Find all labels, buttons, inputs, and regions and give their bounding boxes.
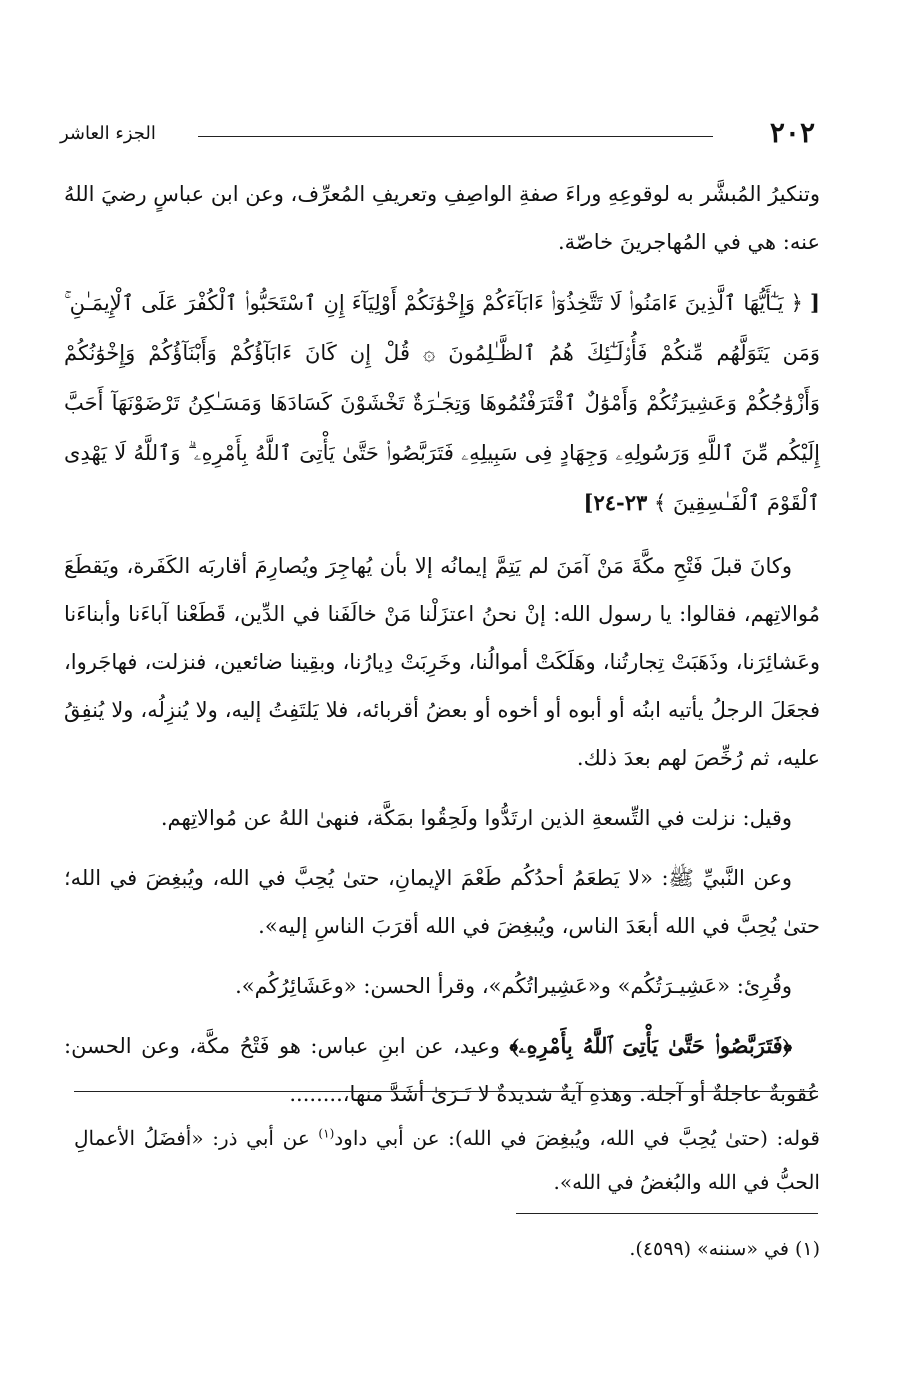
commentary-separator — [74, 1091, 818, 1092]
footnote-marker[interactable]: (١) — [318, 1126, 335, 1141]
quran-verses: ﴿ يَـٰٓأَيُّهَا ٱلَّذِينَ ءَامَنُوا۟ لَا تَتَّخِذُوٓا۟ ءَابَآءَكُمْ وَإِخْوَٰنَكُمْ أَوْلِيَآءَ إِنِ ٱسْتَحَبُّوا۟ ٱلْكُفْرَ عَلَى ٱلْإِيمَـٰنِ ۚ وَمَن يَتَوَلَّهُم مِّنكُمْ فَأُو۟لَـٰٓئِكَ هُمُ ٱلظَّـٰلِمُونَ ۞ قُلْ إِن كَانَ ءَابَآؤُكُمْ وَأَبْنَآؤُكُمْ وَإِخْوَٰنُكُمْ وَأَزْوَٰجُكُمْ وَعَشِيرَتُكُمْ وَأَمْوَٰلٌ ٱقْتَرَفْتُمُوهَا وَتِجَـٰرَةٌ تَخْشَوْنَ كَسَادَهَا وَمَسَـٰكِنُ تَرْضَوْنَهَآ أَحَبَّ إِلَيْكُم مِّنَ ٱللَّهِ وَرَسُولِهِۦ وَجِهَادٍ فِى سَبِيلِهِۦ فَتَرَبَّصُوا۟ حَتَّىٰ يَأْتِىَ ٱللَّهُ بِأَمْرِهِۦ ۗ وَٱللَّهُ لَا يَهْدِى ٱلْقَوْمَ ٱلْفَـٰسِقِينَ ﴾ — [64, 291, 820, 515]
footnote-rule — [516, 1213, 818, 1214]
paragraph-hadith: وعن النَّبيِّ ﷺ: «لا يَطعَمُ أحدُكُم طَعْمَ الإيمانِ، حتىٰ يُحِبَّ في الله، ويُبغِضَ في الله؛ حتىٰ يُحِبَّ في الله أبعَدَ الناس، ويُبغِضَ في الله أقرَبَ الناسِ إليه». — [64, 866, 820, 938]
paragraph-occasion: وكانَ قبلَ فَتْحِ مكَّةَ مَنْ آمَنَ لم يَتِمَّ إيمانُه إلا بأن يُهاجِرَ ويُصارِمَ أقاربَه الكَفَرة، ويَقطَعَ مُوالاتِهم، فقالوا: يا رسول الله: إنْ نحنُ اعتزَلْنا مَنْ خالَفَنا في الدِّين، قَطَعْنا آباءَنا وأبناءَنا وعَشائِرَنا، وذَهَبَتْ تِجارتُنا، وهَلَكَتْ أموالُنا، وخَرِبَتْ دِيارُنا، وبقِينا ضائعين، فنزلت، فهاجَروا، فجعَلَ الرجلُ يأتيه ابنُه أو أبوه أو أخوه أو بعضُ أقربائه، فلا يَلتَفِتُ إليه، ولا يُنزِلُه، ولا يُنفِقُ عليه، ثم رُخِّصَ لهم بعدَ ذلك. — [64, 554, 820, 770]
paragraph-readings: وقُرِئ: «عَشِيـرَتُكُم» و«عَشِيراتُكُم»، وقرأ الحسن: «وعَشَائِرُكُم». — [235, 974, 792, 998]
quran-passage — [64, 278, 820, 528]
page-header — [60, 116, 815, 156]
commentary — [74, 1116, 820, 1204]
commentary-source: عن أبي داود — [334, 1126, 449, 1150]
quran-quote: ﴿فَتَرَبَّصُوا۟ حَتَّىٰ يَأْتِىَ ٱللَّهُ بِأَمْرِهِۦ﴾ — [509, 1033, 792, 1058]
page-number: ٢٠٢ — [769, 116, 815, 149]
commentary-text: عن أبي ذر: «أفضَلُ الأعمالِ الحبُّ في الله والبُغضُ في الله». — [74, 1126, 820, 1194]
quran-open-bracket: [ — [810, 290, 820, 315]
part-title: الجزء العاشر — [60, 123, 156, 144]
warning-text: وعيد، عن ابنِ عباس: هو فَتْحُ مكَّة، وعن الحسن: عُقوبةٌ عاجلةٌ أو آجلة. وهذهِ آيةٌ شديدةٌ لا تَـرَىٰ أشَدَّ منها،........ — [64, 1034, 820, 1106]
main-text — [64, 170, 820, 1130]
verse-reference: ٢٣-٢٤] — [583, 490, 648, 515]
footnote: (١) في «سننه» (٤٥٩٩). — [629, 1238, 820, 1260]
paragraph-alt-occasion: وقيل: نزلت في التِّسعةِ الذين ارتَدُّوا ولَحِقُوا بمَكَّة، فنهىٰ اللهُ عن مُوالاتِهم. — [160, 806, 792, 830]
commentary-lead: قوله: (حتىٰ يُحِبَّ في الله، ويُبغِضَ في الله): — [448, 1126, 820, 1150]
paragraph-warning — [64, 1022, 820, 1118]
header-rule — [198, 136, 713, 137]
paragraph-intro: وتنكيرُ المُبشَّر به لوقوعِهِ وراءَ صفةِ الواصِفِ وتعريفِ المُعرِّف، وعن ابن عباسٍ رضيَ اللهُ عنه: هي في المُهاجرينَ خاصّة. — [64, 182, 820, 254]
